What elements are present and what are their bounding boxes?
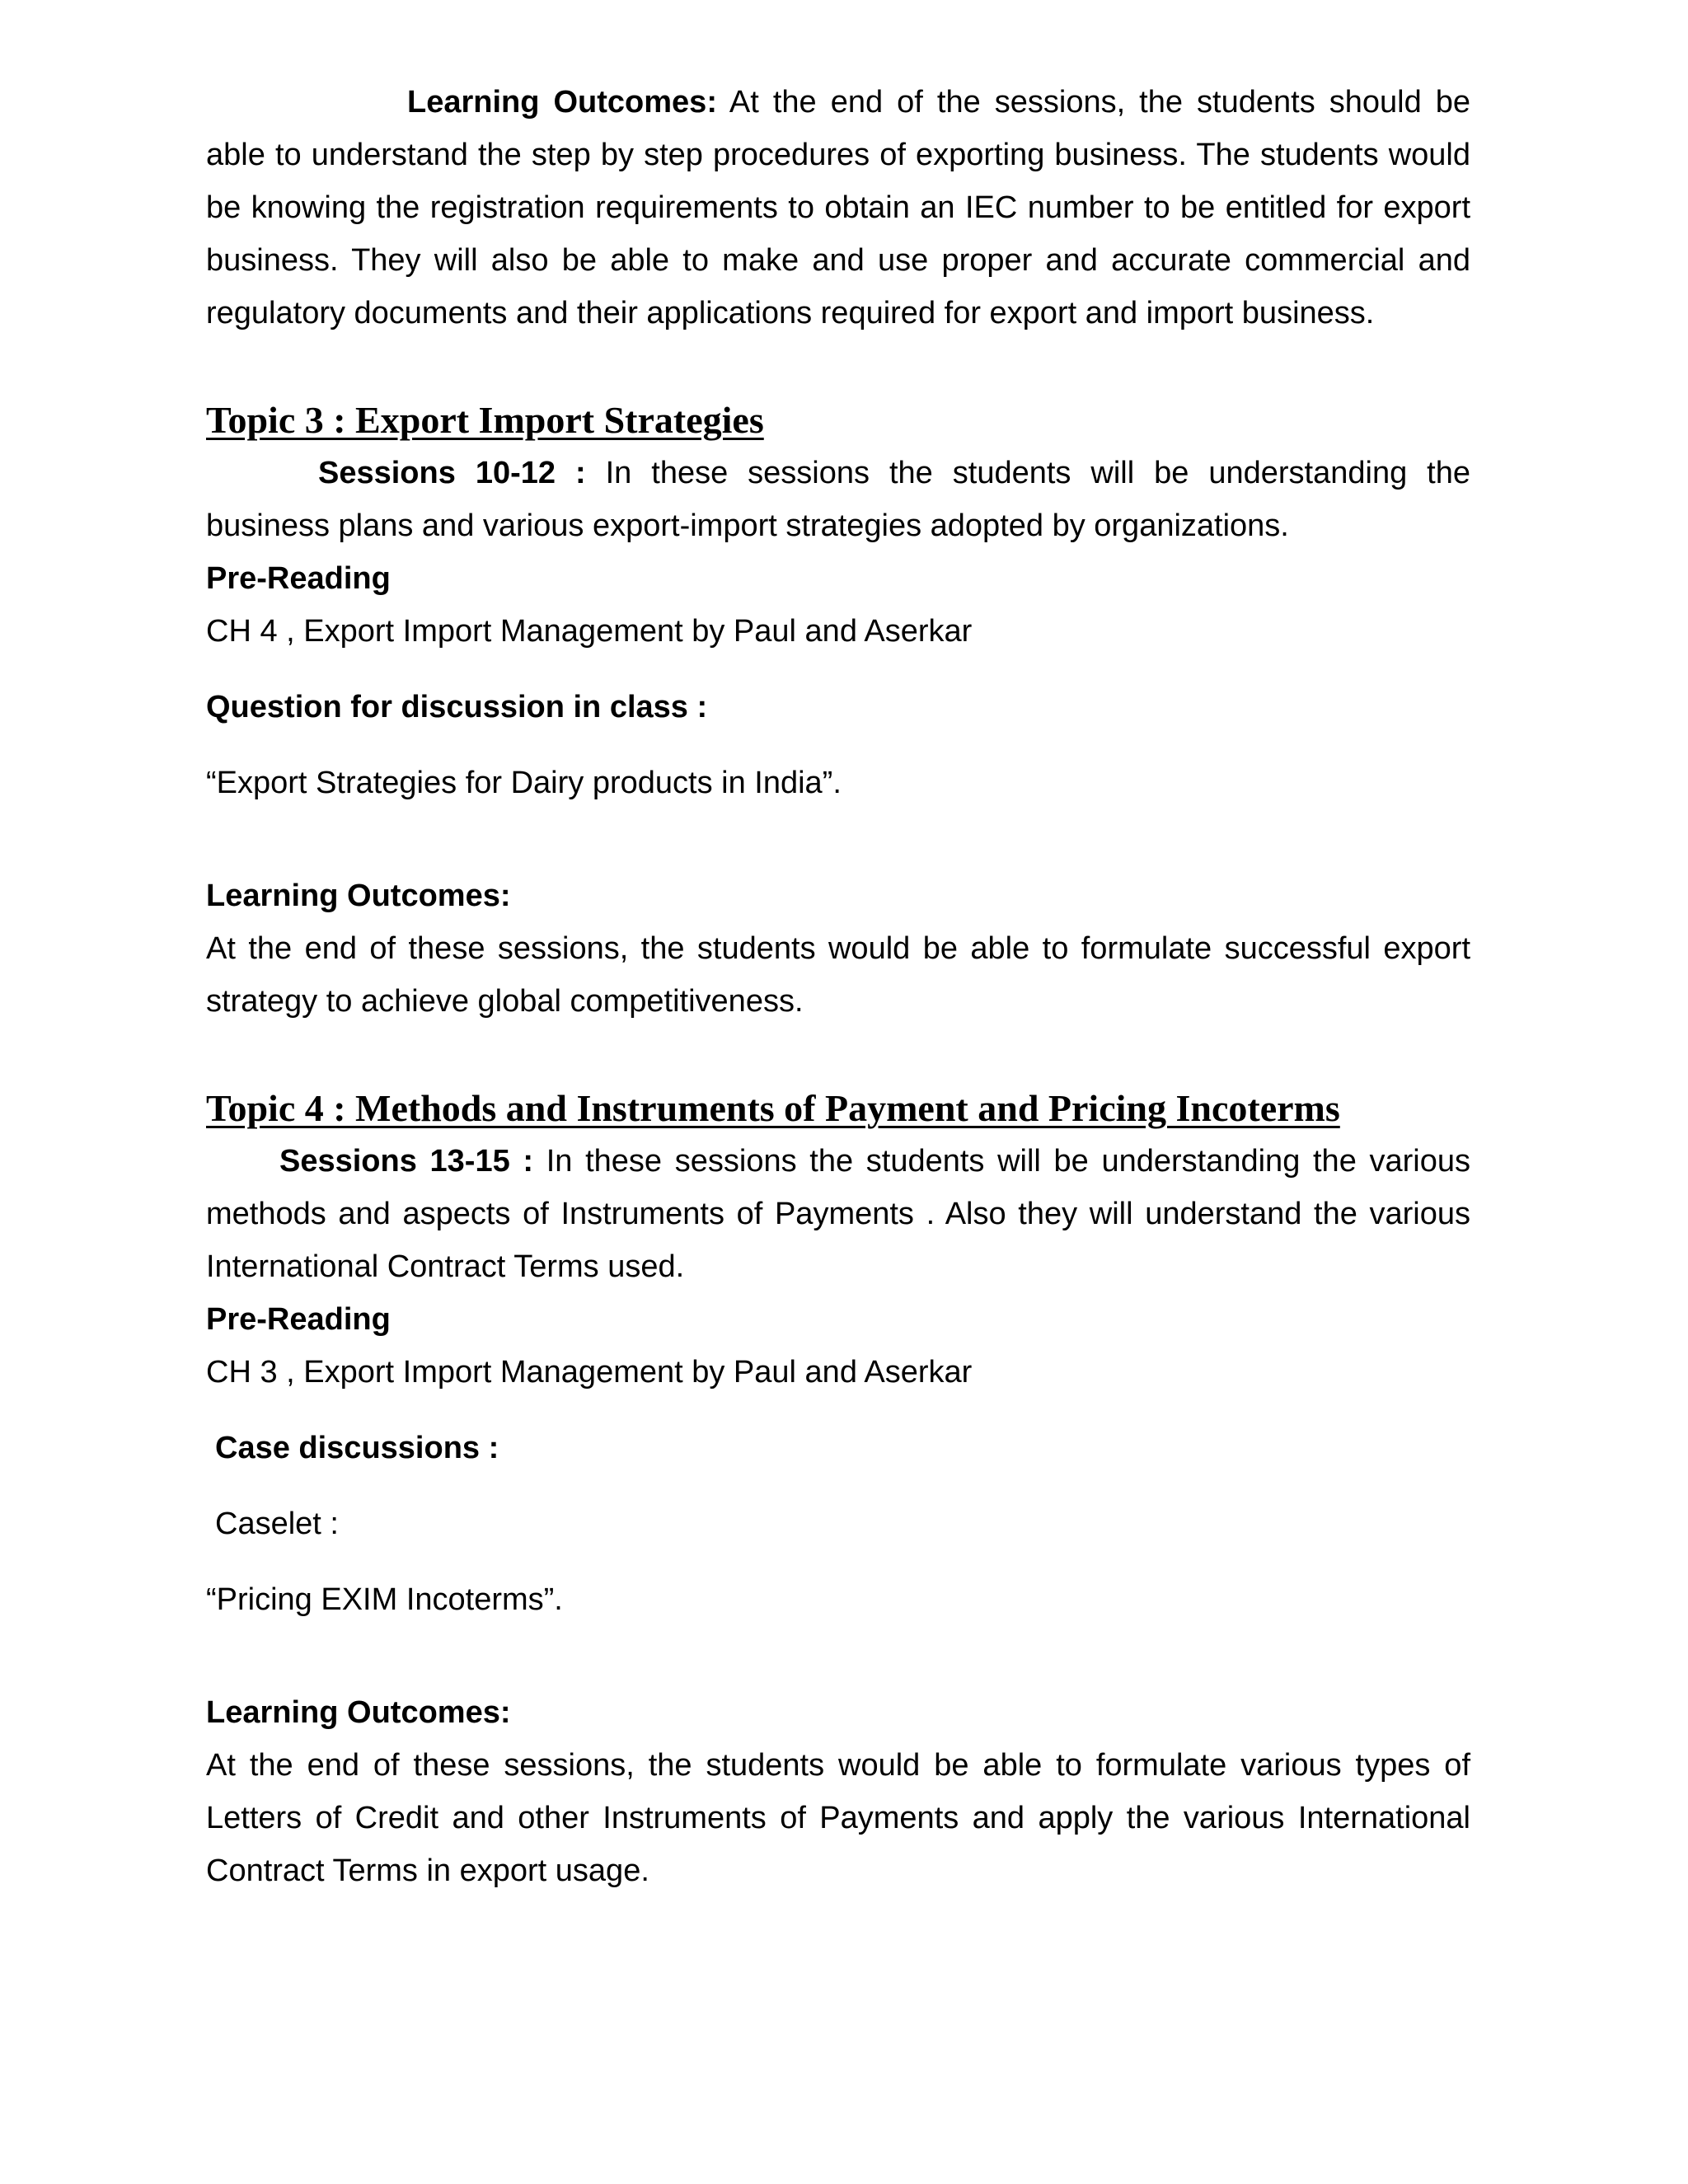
topic3-sessions <box>206 447 1470 552</box>
topic4-prereading-label: Pre-Reading <box>206 1302 391 1337</box>
topic4-title: Topic 4 : Methods and Instruments of Payment and Pricing Incoterms <box>206 1087 1340 1129</box>
topic4-case-label: Case discussions : <box>215 1431 499 1465</box>
topic3-title: Topic 3 : Export Import Strategies <box>206 399 764 441</box>
topic3-prereading-text: CH 4 , Export Import Management by Paul and Aserkar <box>206 614 973 649</box>
intro-learning-outcomes <box>206 76 1470 340</box>
topic3-sessions-label: Sessions 10-12 : <box>318 456 586 490</box>
document-page <box>206 76 1470 1897</box>
intro-lo-text: At the end of the sessions, the students should be able to understand the step by step procedures of exporting business. The students would be knowing the registration requirements to obtain an IEC number to be entitled for export business. They will also be able to make and use proper and accurate commercial and regulatory documents and their applications required for export and import business. <box>206 85 1471 330</box>
topic3-prereading-label: Pre-Reading <box>206 561 391 596</box>
topic3-lo-heading: Learning Outcomes: <box>206 879 511 913</box>
topic4-sessions-label: Sessions 13-15 : <box>279 1144 534 1179</box>
topic3-sessions-text: In these sessions the students will be understanding the business plans and various export-import strategies adopted by organizations. <box>206 456 1470 543</box>
topic4-caselet-label: Caselet : <box>215 1507 339 1541</box>
topic4-prereading-text: CH 3 , Export Import Management by Paul and Aserkar <box>206 1355 973 1390</box>
topic3-question-label: Question for discussion in class : <box>206 690 708 724</box>
topic4-sessions-text: In these sessions the students will be understanding the various methods and aspects of Instruments of Payments . Also they will understand the various International Contract Terms used. <box>206 1144 1470 1284</box>
topic4-caselet-text: “Pricing EXIM Incoterms”. <box>206 1582 563 1617</box>
topic4-lo-heading: Learning Outcomes: <box>206 1695 511 1730</box>
topic3-lo-text: At the end of these sessions, the students would be able to formulate successful export strategy to achieve global competitiveness. <box>206 931 1470 1019</box>
topic4-lo-text: At the end of these sessions, the students would be able to formulate various types of Letters of Credit and other Instruments of Payments and apply the various International Contract Terms in export usage. <box>206 1748 1470 1888</box>
topic3-question-text: “Export Strategies for Dairy products in India”. <box>206 766 842 800</box>
intro-lo-heading: Learning Outcomes: <box>407 85 717 120</box>
topic4-sessions <box>206 1135 1470 1293</box>
